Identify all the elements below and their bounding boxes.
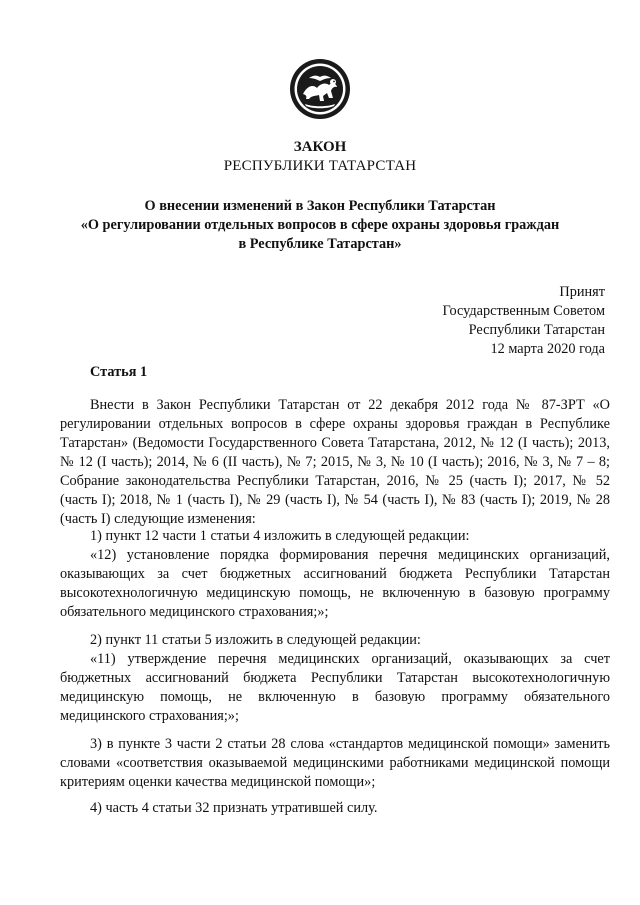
law-heading: ЗАКОН	[293, 139, 347, 155]
tatarstan-emblem-icon	[289, 58, 351, 120]
adoption-line: Принят	[559, 284, 605, 300]
item-3-text: 3) в пункте 3 части 2 статьи 28 слова «стандартов медицинской помощи» заменить словами «соответствия оказываемой медицинскими работниками медицинской помощи критериям оценки качества медицинской помощи»;	[60, 736, 610, 790]
item-1-text: «12) установление порядка формирования перечня медицинских организаций, оказывающих за счет бюджетных ассигнований бюджета Республики Татарстан высокотехнологичную медицинскую помощь, не включенную в базовую программу обязательного медицинского страхования;»;	[60, 547, 610, 620]
item-2-heading: 2) пункт 11 статьи 5 изложить в следующей редакции:	[90, 632, 421, 648]
adoption-line: Республики Татарстан	[468, 322, 605, 338]
law-subject	[50, 197, 590, 254]
item-2-text: «11) утверждение перечня медицинских организаций, оказывающих за счет бюджетных ассигнований бюджета Республики Татарстан высокотехнологичную медицинскую помощь, не включенную в базовую программу обязательного медицинского страхования;»;	[60, 651, 610, 724]
republic-heading: РЕСПУБЛИКИ ТАТАРСТАН	[223, 158, 417, 174]
article-title: Статья 1	[90, 364, 148, 380]
adoption-date: 12 марта 2020 года	[490, 341, 605, 357]
subject-line: О внесении изменений в Закон Республики Татарстан	[144, 198, 496, 214]
article-intro: Внести в Закон Республики Татарстан от 22 декабря 2012 года № 87-ЗРТ «О регулировании отдельных вопросов в сфере охраны здоровья граждан в Республике Татарстан» (Ведомости Государственного Совета Татарстана, 2012, № 12 (I часть); 2013, № 12 (I часть); 2014, № 6 (II часть), № 7; 2015, № 3, № 10 (I часть); 2016, № 3, № 7 – 8; Собрание законодательства Республики Татарстан, 2016, № 25 (часть I); 2017, № 52 (часть I); 2018, № 1 (часть I), № 29 (часть I), № 54 (часть I), № 83 (часть I); 2019, № 28 (часть I) следующие изменения:	[60, 397, 610, 527]
title-block	[0, 138, 640, 176]
subject-line: «О регулировании отдельных вопросов в сфере охраны здоровья граждан	[80, 217, 560, 233]
item-4-text: 4) часть 4 статьи 32 признать утратившей силу.	[90, 800, 378, 816]
adoption-line: Государственным Советом	[442, 303, 605, 319]
subject-line: в Республике Татарстан»	[238, 236, 402, 252]
adoption-block	[442, 283, 605, 359]
item-1-heading: 1) пункт 12 части 1 статьи 4 изложить в следующей редакции:	[90, 528, 470, 544]
